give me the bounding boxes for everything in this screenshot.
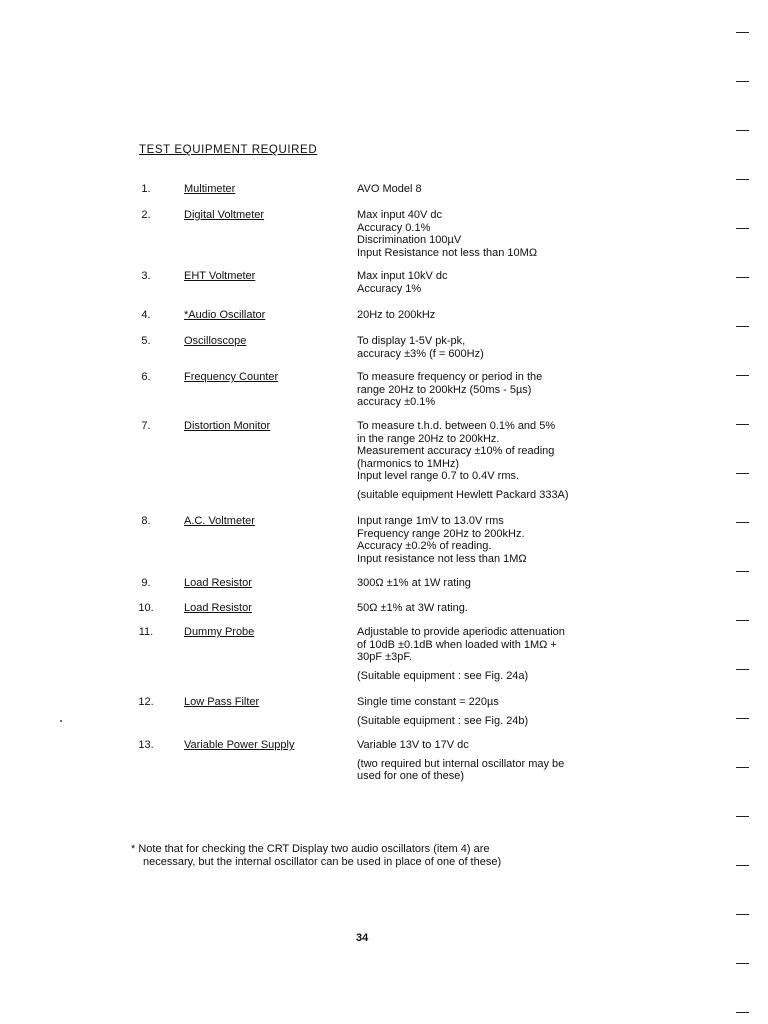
- spec-line: (suitable equipment Hewlett Packard 333A): [357, 488, 569, 501]
- item-number: 8.: [141, 515, 151, 527]
- spec-line: (two required but internal oscillator may be: [357, 757, 565, 770]
- edge-mark: [736, 130, 749, 131]
- edge-mark: [736, 424, 749, 425]
- edge-mark: [736, 522, 749, 523]
- equipment-spec: [357, 209, 657, 259]
- edge-mark: [736, 375, 749, 376]
- equipment-spec: [357, 420, 657, 501]
- edge-mark: [736, 767, 749, 768]
- spec-line: Input range 1mV to 13.0V rms: [357, 515, 504, 527]
- edge-mark: [736, 277, 749, 278]
- spec-line: in the range 20Hz to 200kHz.: [357, 432, 500, 445]
- edge-mark: [736, 1012, 749, 1013]
- edge-mark: [736, 914, 749, 915]
- spec-line: used for one of these): [357, 770, 465, 782]
- spec-line: Max input 40V dc: [357, 209, 442, 221]
- edge-mark: [736, 816, 749, 817]
- item-number: 3.: [141, 270, 151, 282]
- equipment-name: Multimeter: [184, 183, 236, 195]
- equipment-spec: [357, 626, 657, 682]
- edge-mark: [736, 179, 749, 180]
- equipment-name: Variable Power Supply: [184, 739, 295, 751]
- item-number: 4.: [141, 309, 151, 321]
- spec-line: Input resistance not less than 1MΩ: [357, 552, 527, 565]
- edge-mark: [736, 228, 749, 229]
- equipment-spec: [357, 335, 657, 360]
- footnote-line-2: necessary, but the internal oscillator can be used in place of one of these): [143, 856, 502, 868]
- equipment-name: Low Pass Filter: [184, 696, 260, 708]
- spec-line: To measure t.h.d. between 0.1% and 5%: [357, 420, 556, 432]
- spec-line: Single time constant = 220µs: [357, 696, 499, 708]
- edge-mark: [736, 669, 749, 670]
- item-number: 6.: [141, 371, 151, 383]
- spec-line: Measurement accuracy ±10% of reading: [357, 445, 555, 457]
- spec-line: Variable 13V to 17V dc: [357, 739, 469, 751]
- spec-line: To measure frequency or period in the: [357, 371, 543, 383]
- footnote: [131, 843, 651, 869]
- item-number: 12.: [138, 696, 154, 708]
- item-number: 10.: [138, 602, 154, 614]
- spec-line: AVO Model 8: [357, 183, 422, 195]
- equipment-spec: [357, 602, 657, 615]
- equipment-spec: [357, 270, 657, 295]
- item-number: 2.: [141, 209, 151, 221]
- edge-mark: [736, 81, 749, 82]
- spec-line: Input level range 0.7 to 0.4V rms.: [357, 470, 520, 482]
- spec-line: 300Ω ±1% at 1W rating: [357, 577, 471, 589]
- equipment-name: Oscilloscope: [184, 335, 247, 347]
- edge-mark: [736, 326, 749, 327]
- spec-line: 30pF ±3pF.: [357, 651, 412, 663]
- scan-speck: [60, 720, 62, 722]
- edge-mark: [736, 718, 749, 719]
- equipment-spec: [357, 515, 657, 565]
- spec-line: To display 1-5V pk-pk,: [357, 335, 466, 347]
- item-number: 7.: [141, 420, 151, 432]
- spec-line: 20Hz to 200kHz: [357, 309, 436, 321]
- equipment-name: Load Resistor: [184, 577, 252, 589]
- equipment-name: A.C. Voltmeter: [184, 515, 255, 527]
- equipment-spec: [357, 577, 657, 590]
- spec-line: Adjustable to provide aperiodic attenuation: [357, 626, 565, 638]
- spec-line: 50Ω ±1% at 3W rating.: [357, 602, 468, 614]
- item-number: 5.: [141, 335, 151, 347]
- spec-line: (harmonics to 1MHz): [357, 457, 460, 470]
- edge-mark: [736, 473, 749, 474]
- item-number: 11.: [138, 626, 154, 638]
- page-number: 34: [356, 932, 369, 944]
- equipment-name: Frequency Counter: [184, 371, 279, 383]
- item-number: 13.: [138, 739, 154, 751]
- spec-line: (Suitable equipment : see Fig. 24a): [357, 669, 529, 682]
- equipment-name: *Audio Oscillator: [184, 309, 266, 321]
- spec-line: accuracy ±3% (f = 600Hz): [357, 347, 484, 360]
- equipment-name: Distortion Monitor: [184, 420, 271, 432]
- equipment-spec: [357, 183, 657, 196]
- edge-mark: [736, 32, 749, 33]
- spec-line: Accuracy ±0.2% of reading.: [357, 540, 492, 552]
- equipment-name: Dummy Probe: [184, 626, 255, 638]
- spec-line: Max input 10kV dc: [357, 270, 448, 282]
- edge-mark: [736, 571, 749, 572]
- edge-mark: [736, 865, 749, 866]
- spec-line: Input Resistance not less than 10MΩ: [357, 246, 538, 259]
- edge-mark: [736, 963, 749, 964]
- item-number: 9.: [141, 577, 151, 589]
- spec-line: range 20Hz to 200kHz (50ms - 5µs): [357, 383, 532, 396]
- equipment-name: EHT Voltmeter: [184, 270, 256, 282]
- equipment-spec: [357, 739, 657, 783]
- spec-line: Discrimination 100µV: [357, 234, 462, 246]
- section-title: TEST EQUIPMENT REQUIRED: [139, 144, 318, 156]
- footnote-line-1: * Note that for checking the CRT Display two audio oscillators (item 4) are: [131, 843, 490, 855]
- equipment-name: Digital Voltmeter: [184, 209, 265, 221]
- spec-line: Accuracy 1%: [357, 282, 422, 295]
- equipment-spec: [357, 371, 657, 409]
- edge-mark: [736, 620, 749, 621]
- spec-line: (Suitable equipment : see Fig. 24b): [357, 714, 529, 727]
- item-number: 1.: [141, 183, 151, 195]
- spec-line: accuracy ±0.1%: [357, 396, 436, 408]
- equipment-name: Load Resistor: [184, 602, 252, 614]
- spec-line: of 10dB ±0.1dB when loaded with 1MΩ +: [357, 638, 557, 651]
- equipment-spec: [357, 309, 657, 322]
- spec-line: Accuracy 0.1%: [357, 221, 431, 234]
- equipment-spec: [357, 696, 657, 727]
- spec-line: Frequency range 20Hz to 200kHz.: [357, 527, 525, 540]
